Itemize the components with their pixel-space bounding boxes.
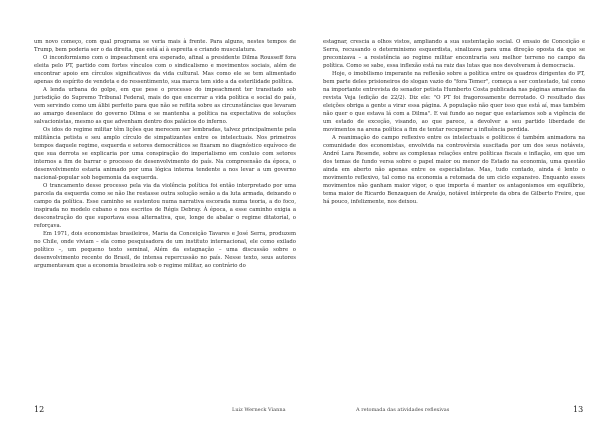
paragraph: O inconformismo com o impeachment era esperado, afinal a presidente Dilma Rousseff fora eleita pelo PT, partido com fortes vínculos com o sindicalismo e movimentos sociais, além de encontrar apoio em círculos significativos da vida cultural. Mas como ele se tem alimentado apenas do espírito de vendeta e do ressentimento, sua marca tem sido a da esterilidade política.	[34, 55, 296, 85]
paragraph: um novo começo, com qual programa se veria mais à frente. Para alguns, nestes tempos de Trump, bem poderia ser o da direita, que está aí à espreita e criando musculatura.	[34, 39, 296, 53]
paragraph: Em 1971, dois economistas brasileiros, Maria da Conceição Tavares e José Serra, produzem no Chile, onde viviam – ela como pesquisadora de um instituto internacional, ele como exilado político –, um pequeno texto seminal, Além da estagnação – uma discussão sobre o desenvolvimento recente do Brasil, de intensa repercussão no país. Nesse texto, seus autores argumentavam que a economia brasileira sob o regime militar, ao contrário do	[34, 231, 296, 269]
paragraph: Hoje, o imobilismo imperante na reflexão sobre a política entre os quadros dirigentes do PT, bem parte deles prisioneiros do slogan vazio do "fora Temer", começa a ser contestado, tal como na importante entrevista do senador petista Humberto Costa publicada nas páginas amarelas da revista Veja (edição de 22/2). Diz ele: "O PT foi fragorosamente derrotado. O resultado das eleições obriga a gente a virar essa página. A população não quer isso que está aí, mas também não quer o que estava lá com a Dilma". E vai fundo ao negar que estaríamos sob a vigência de um estado de exceção, visando, ao que parece, a devolver a seu partido liberdade de movimentos na arena política a fim de tentar recuperar a influência perdida.	[323, 71, 585, 133]
left-running-head: Luiz Werneck Vianna	[232, 407, 286, 413]
paragraph: O trancamento desse processo pela via da violência política foi então interpretado por uma parcela da esquerda como se não lhe restasse outra solução senão a da luta armada, deixando o campo da política. Esse caminho se sustentou numa narrativa escorada numa teoria, a do foco, inspirada no modelo cubano e nos escritos de Régis Debray. À época, a esse caminho exigia a desconstrução do que suportava essa alternativa, que, longe de abalar o regime ditatorial, o reforçava.	[34, 183, 296, 229]
paragraph: Os idos do regime militar têm lições que merecem ser lembradas, talvez principalmente pela militância petista e seu amplo círculo de simpatizantes entre os intelectuais. Nos primeiros tempos daquele regime, esquerda e setores democráticos se fixaram no diagnóstico equívoco de que sua derrota se explicaria por uma conspiração do imperialismo em conluio com setores internos a fim de barrar o processo de desenvolvimento do país. Na compreensão da época, o desenvolvimento estaria animado por uma lógica interna tendente a nos levar a um governo nacional-popular sob hegemonia da esquerda.	[34, 127, 296, 181]
right-page-number: 13	[573, 405, 584, 414]
paragraph: estagnar, crescia a olhos vistos, ampliando a sua sustentação social. O ensaio de Conceição e Serra, recusando o determinismo esquerdista, sinalizava para uma direção oposta da que se preconizava – a resistência ao regime militar encontraria seu melhor terreno no campo da política. Como se sabe, essa inflexão está na raiz das lutas que nos devolveram à democracia.	[323, 39, 585, 69]
left-page-number: 12	[34, 405, 45, 414]
paragraph: A lenda urbana do golpe, em que pese o processo do impeachment ter transitado sob jurisdição do Supremo Tribunal Federal, mais do que encerrar a vida política e social do país, vem servindo como um álibi perfeito para que não se reflita sobre as circunstâncias que levaram ao amargo desenlace do governo Dilma e se mantenha a política na expectativa de soluções salvacionistas, mesmo as que advenham dentro dos palácios do inferno.	[34, 87, 296, 125]
left-page-text	[34, 38, 296, 270]
paragraph: A reanimação do campo reflexivo entre os intelectuais e políticos é também animadora na comunidade dos economistas, envolvida na controvérsia suscitada por um dos seus notáveis, André Lara Resende, sobre as complexas relações entre políticas fiscais e inflação, em que um dos temas de fundo versa sobre o papel maior ou menor do Estado na economia, uma questão ainda em aberto não apenas entre os especialistas. Mas, tudo contado, ainda é lento o movimento reflexivo, tal como na economia a retomada de um ciclo expansivo. Enquanto esses movimentos não ganham maior vigor, o que importa é manter os antagonismos em equilíbrio, tema maior de Ricardo Benzaquen de Araújo, notável intérprete da obra de Gilberto Freire, que há pouco, infelizmente, nos deixou.	[323, 135, 585, 205]
right-page-text	[323, 38, 585, 206]
right-running-head: A retomada das atividades reflexivas	[356, 407, 450, 413]
